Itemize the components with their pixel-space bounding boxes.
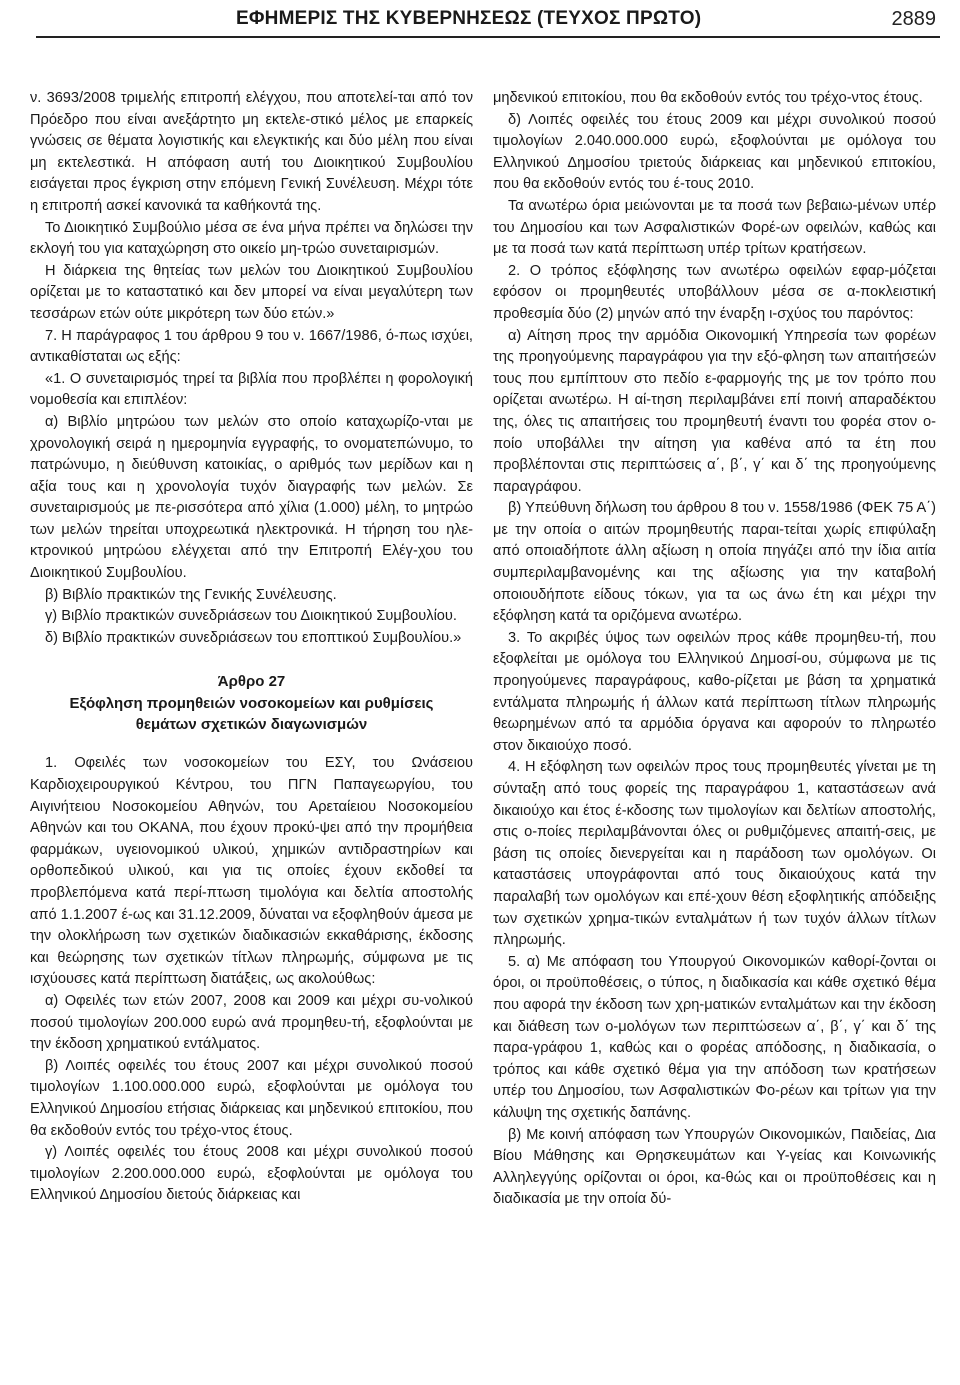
paragraph: 7. Η παράγραφος 1 του άρθρου 9 του ν. 1667/1986, ό-πως ισχύει, αντικαθίσταται ως εξής: [30, 327, 473, 366]
left-column [30, 88, 473, 1385]
paragraph: β) Βιβλίο πρακτικών της Γενικής Συνέλευσης. [45, 586, 337, 603]
header-divider [36, 36, 940, 38]
page-header [36, 4, 936, 34]
article-title-line-2: θεμάτων σχετικών διαγωνισμών [135, 716, 368, 734]
paragraph: 1. Οφειλές των νοσοκομείων του ΕΣΥ, του Ωνάσειου Καρδιοχειρουργικού Κέντρου, του ΠΓΝ Παπαγεωργίου, του Αιγινήτειου Νοσοκομείου Αθηνών, του Αρεταίειου Νοσοκομείου Αθηνών και του ΟΚΑΝΑ, που έχουν προκύ-ψει από την προμήθεια φαρμάκων, υγειονομικού υλικού, χημικών αντιδραστηρίων και ορθοπεδικού υλικού, και για τις οποίες έχουν εκδοθεί τα προβλεπόμενα κατά περί-πτωση τιμολόγια και δελτία αποστολής από 1.1.2007 έ-ως και 31.12.2009, δύναται να εξοφληθούν άμεσα με την ολοκλήρωση των σχετικών διαδικασιών εκκαθάρισης, έκδοσης και θεώρησης των σχετικών τίτλων πληρωμής, σύμφωνα με τις ισχύουσες κατά περίπτωση διατάξεις, ως ακολούθως: [30, 755, 473, 988]
paragraph: γ) Λοιπές οφειλές του έτους 2008 και μέχρι συνολικού ποσού τιμολογίων 2.200.000.000 ευρώ, εξοφλούνται με ομόλογα του Ελληνικού Δημοσίου διετούς διάρκειας και [30, 1144, 473, 1204]
paragraph: 5. α) Με απόφαση του Υπουργού Οικονομικών καθορί-ζονται οι όροι, οι προϋποθέσεις, ο τύπος, η διαδικασία και κάθε σχετικό θέμα που αφορά την έκδοση των χρη-ματικών ενταλμάτων και την έκδοση και διάθεση των ο-μολόγων των περιπτώσεων α΄, β΄, γ΄ και δ΄ της παρα-γράφου 1, καθώς και ο φορέας απόδοσης, η διαδικασία, ο τρόπος και κάθε σχετικό θέμα για την απόδοση των κρατήσεων υπέρ του Δημοσίου, των Ασφαλιστικών Φο-ρέων και τρίτων για την κάλυψη της σχετικής δαπάνης. [493, 953, 936, 1121]
paragraph: α) Βιβλίο μητρώου των μελών στο οποίο καταχωρίζο-νται με χρονολογική σειρά η ημερομηνία εγγραφής, το ονοματεπώνυμο, το πατρώνυμο, η διεύθυνση κατοικίας, ο αριθμός των μερίδων και η αξία τους και η χρονολογία τυχόν διαγραφής των μελών. Σε συνεταιρισμούς με πε-ρισσότερα από χίλια (1.000) μέλη, το μητρώο των μελών τηρείται υποχρεωτικά ηλεκτρονικά. Η τήρηση του ηλε-κτρονικού μητρώου ελέγχεται από την Επιτροπή Ελέγ-χου του Διοικητικού Συμβουλίου. [30, 413, 473, 582]
paragraph: 3. Το ακριβές ύψος των οφειλών προς κάθε προμηθευ-τή, που εξοφλείται με ομόλογα του Ελληνικού Δημοσί-ου, σύμφωνα με τις προηγούμενες παραγράφους, καθο-ρίζεται με βάση τα χρηματικά εντάλματα πληρωμής ή άλλων κατά περίπτωση τίτλων πληρωμής θεωρημένων από τα αρμόδια όργανα και αφορούν το πληρωτέο στον δικαιούχο ποσό. [493, 629, 936, 754]
paragraph: 4. Η εξόφληση των οφειλών προς τους προμηθευτές γίνεται με τη σύνταξη από τους φορείς της παραγράφου 1, καταστάσεων ανά δικαιούχο και έτος έ-κδοσης των τιμολογίων και δελτίων αποστολής, στις ο-ποίες περιλαμβάνονται όλες οι ρυθμιζόμενες απαιτή-σεις, με βάση τις οποίες διενεργείται και η παράδοση των ομολόγων. Οι καταστάσεις υπογράφονται από τους δικαιούχους κατά την παραλαβή των ομολόγων και επέ-χουν θέση εξοφλητικής απόδειξης των σχετικών χρημα-τικών ενταλμάτων ή των τυχόν άλλων τίτλων πληρωμής. [493, 759, 936, 949]
paragraph: β) Λοιπές οφειλές του έτους 2007 και μέχρι συνολικού ποσού τιμολογίων 1.100.000.000 ευρώ, εξοφλούνται με ομόλογα του Ελληνικού Δημοσίου ετήσιας διάρκειας και μηδενικού επιτοκίου, που θα εκδοθούν εντός του τρέχο-ντος έτους. [30, 1057, 473, 1139]
paragraph: ν. 3693/2008 τριμελής επιτροπή ελέγχου, που αποτελεί-ται από τον Πρόεδρο που είναι ανεξάρτητο μη εκτελε-στικό μέλος με επαρκείς γνώσεις σε θέματα λογιστικής και ελεγκτικής και δύο μέλη που είναι μη εκτελεστικά. Η απόφαση αυτή του Διοικητικού Συμβουλίου εισάγεται προς έγκριση στην επόμενη Γενική Συνέλευση. Μέχρι τότε η επιτροπή ασκεί κανονικά τα καθήκοντά της. [30, 90, 473, 214]
article-heading [30, 671, 473, 735]
paragraph: Τα ανωτέρω όρια μειώνονται με τα ποσά των βεβαιω-μένων υπέρ του Δημοσίου και των Ασφαλιστικών Φορέ-ων οφειλών, καθώς και με τα ποσά των κατά περίπτωση υπέρ τρίτων κρατήσεων. [493, 197, 936, 258]
paragraph: β) Υπεύθυνη δήλωση του άρθρου 8 του ν. 1558/1986 (ΦΕΚ 75 Α΄) με την οποία ο αιτών προμηθευτής παραι-τείται χωρίς επιφύλαξη από οποιαδήποτε άλλη αξίωση η οποία πηγάζει από την ίδια αιτία συμπεριλαμβανομένης και της αξίωσης για την καταβολή οποιουδήποτε είδους τόκων, για τα ως άνω έτη και μέχρι την εξόφληση κατά τα οριζόμενα ανωτέρω. [493, 500, 936, 625]
article-number: Άρθρο 27 [217, 673, 286, 691]
paragraph: μηδενικού επιτοκίου, που θα εκδοθούν εντός του τρέχο-ντος έτους. [493, 90, 923, 106]
right-column [493, 88, 936, 1385]
paragraph: Η διάρκεια της θητείας των μελών του Διοικητικού Συμβουλίου ορίζεται με το καταστατικό και δεν μπορεί να είναι μεγαλύτερη των τεσσάρων ετών ούτε μικρότερη των δύο ετών.» [30, 262, 473, 322]
paragraph: «1. Ο συνεταιρισμός τηρεί τα βιβλία που προβλέπει η φορολογική νομοθεσία και επιπλέον: [30, 370, 473, 409]
document-body [30, 88, 936, 1385]
paragraph: γ) Βιβλίο πρακτικών συνεδριάσεων του Διοικητικού Συμβουλίου. [45, 608, 457, 625]
paragraph: α) Οφειλές των ετών 2007, 2008 και 2009 και μέχρι συ-νολικού ποσού τιμολογίων 200.000 ευρώ ανά προμηθευ-τή, εξοφλούνται με την έκδοση χρηματικού εντάλματος. [30, 992, 473, 1053]
paragraph: 2. Ο τρόπος εξόφλησης των ανωτέρω οφειλών εφαρ-μόζεται εφόσον οι προμηθευτές υποβάλλουν μέσα σε α-ποκλειστική προθεσμία δύο (2) μηνών από την έναρξη ι-σχύος του παρόντος: [493, 262, 936, 322]
paragraph: Το Διοικητικό Συμβούλιο μέσα σε ένα μήνα πρέπει να δηλώσει την εκλογή του για καταχώρηση στο οικείο μη-τρώο συνεταιρισμών. [30, 219, 473, 258]
paragraph: δ) Λοιπές οφειλές του έτους 2009 και μέχρι συνολικού ποσού τιμολογίων 2.040.000.000 ευρώ, εξοφλούνται με ομόλογα του Ελληνικού Δημοσίου τριετούς διάρκειας και μηδενικού επιτοκίου, που θα εκδοθούν εντός του έ-τους 2010. [493, 111, 936, 193]
article-title-line-1: Εξόφληση προμηθειών νοσοκομείων και ρυθμίσεις [69, 695, 434, 713]
page-number: 2889 [891, 7, 936, 30]
gazette-title: ΕΦΗΜΕΡΙΣ ΤΗΣ ΚΥΒΕΡΝΗΣΕΩΣ (ΤΕΥΧΟΣ ΠΡΩΤΟ) [236, 8, 702, 29]
paragraph: β) Με κοινή απόφαση των Υπουργών Οικονομικών, Παιδείας, Δια Βίου Μάθησης και Θρησκευμάτων και Υ-γείας και Κοινωνικής Αλληλεγγύης ορίζονται οι όροι, κα-θώς και οι προϋποθέσεις και η διαδικασία με την οποία δύ- [493, 1126, 936, 1208]
paragraph: δ) Βιβλίο πρακτικών συνεδριάσεων του εποπτικού Συμβουλίου.» [45, 629, 462, 646]
paragraph: α) Αίτηση προς την αρμόδια Οικονομική Υπηρεσία των φορέων της προηγούμενης παραγράφου για την εξό-φληση των απαιτήσεών τους που εμπίπτουν στο πεδίο ε-φαρμογής της με τον τρόπο που ορίζεται ανωτέρω. Η αί-τηση περιλαμβάνει επί ποινή απαραδέκτου της, όλες τις απαιτήσεις του προμηθευτή έναντι του φορέα στον ο-ποίο υποβάλλει την αίτηση για καθένα από τα έτη που προβλέπονται στις περιπτώσεις α΄, β΄, γ΄ και δ΄ της προηγούμενης παραγράφου. [493, 327, 936, 495]
